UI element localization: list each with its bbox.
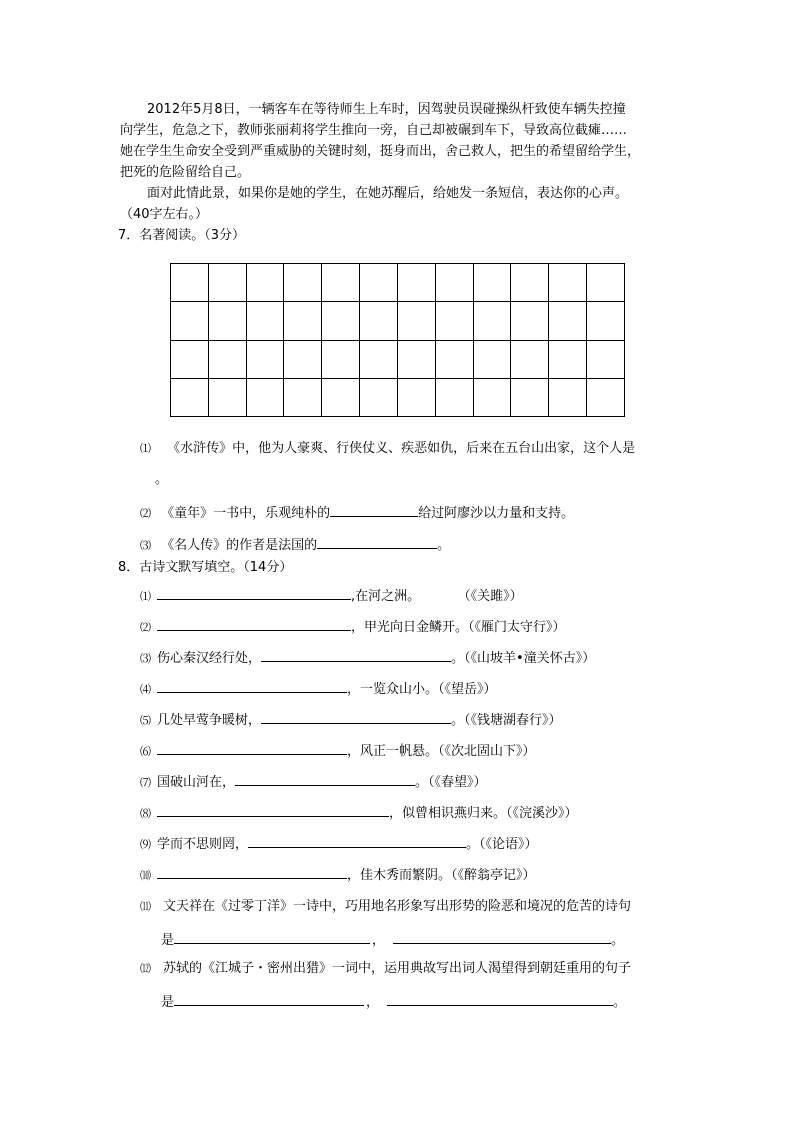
grid-cell[interactable] xyxy=(284,341,322,379)
grid-cell[interactable] xyxy=(474,264,512,302)
grid-cell[interactable] xyxy=(360,264,398,302)
q8-item-9 xyxy=(140,834,538,853)
grid-cell[interactable] xyxy=(587,264,625,302)
item-number: ⑴ xyxy=(140,590,151,603)
q8-title: 8．古诗文默写填空。（14分） xyxy=(118,560,293,575)
item-number: ⑺ xyxy=(140,776,151,789)
grid-cell[interactable] xyxy=(436,341,474,379)
item-number: ⑶ xyxy=(140,539,151,552)
grid-cell[interactable] xyxy=(209,379,247,417)
item-source: （《次北固山下》） xyxy=(438,744,536,759)
grid-cell[interactable] xyxy=(322,341,360,379)
item-text: 。 xyxy=(415,775,429,790)
item-source: （《关雎》） xyxy=(464,589,523,604)
q8-item-11 xyxy=(140,899,631,915)
item-source: （《雁门太守行》） xyxy=(468,620,566,635)
grid-cell[interactable] xyxy=(322,302,360,340)
answer-blank[interactable] xyxy=(157,586,351,600)
item-number: ⑹ xyxy=(140,745,151,758)
item-text: ,在河之洲。 xyxy=(351,589,421,604)
item-number: ⑵ xyxy=(140,507,151,520)
item-text: ， xyxy=(372,933,386,948)
word-limit: （40字左右。） xyxy=(120,207,209,222)
passage-line: 把死的危险留给自己。 xyxy=(120,165,251,180)
grid-cell[interactable] xyxy=(171,379,209,417)
grid-cell[interactable] xyxy=(436,302,474,340)
item-number: ⑽ xyxy=(140,869,151,882)
answer-blank[interactable] xyxy=(157,679,347,693)
grid-cell[interactable] xyxy=(209,264,247,302)
grid-cell[interactable] xyxy=(587,341,625,379)
q7-title: 7．名著阅读。（3分） xyxy=(118,228,246,243)
item-source: （《望岳》） xyxy=(438,682,497,697)
item-source: （《醉翁亭记》） xyxy=(451,868,536,883)
grid-cell[interactable] xyxy=(247,341,285,379)
item-source: （《春望》） xyxy=(428,775,487,790)
item-text: 文天祥在《过零丁洋》一诗中，巧用地名形象写出形势的险恶和境况的危苦的诗句 xyxy=(163,899,632,914)
passage-line: 2012年5月8日，一辆客车在等待师生上车时，因驾驶员误碰操纵杆致使车辆失控撞 xyxy=(147,102,626,117)
answer-blank[interactable] xyxy=(157,803,389,817)
grid-cell[interactable] xyxy=(511,302,549,340)
grid-cell[interactable] xyxy=(360,379,398,417)
item-source: （《山坡羊•潼关怀古》） xyxy=(464,651,596,666)
grid-cell[interactable] xyxy=(436,379,474,417)
item-text: ，一览众山小。 xyxy=(347,682,439,697)
grid-cell[interactable] xyxy=(398,302,436,340)
q8-item-12 xyxy=(140,961,631,977)
item-text: 是 xyxy=(161,995,175,1010)
item-text: 是 xyxy=(161,933,175,948)
grid-cell[interactable] xyxy=(171,341,209,379)
grid-cell[interactable] xyxy=(511,341,549,379)
grid-cell[interactable] xyxy=(511,379,549,417)
q7-item-1-answer[interactable] xyxy=(155,472,168,488)
grid-cell[interactable] xyxy=(209,302,247,340)
item-text: ，似曾相识燕归来。 xyxy=(389,806,507,821)
grid-cell[interactable] xyxy=(474,379,512,417)
item-text: 《童年》一书中，乐观纯朴的 xyxy=(161,506,331,521)
item-number: ⑿ xyxy=(140,962,151,975)
item-text: 《水浒传》中，他为人豪爽、行侠仗义、疾恶如仇，后来在五台山出家，这个人是 xyxy=(167,441,636,456)
item-text: ， xyxy=(366,995,380,1010)
grid-cell[interactable] xyxy=(360,302,398,340)
q8-item-2 xyxy=(140,617,566,636)
grid-cell[interactable] xyxy=(360,341,398,379)
q8-item-4 xyxy=(140,679,497,698)
grid-cell[interactable] xyxy=(549,341,587,379)
item-number: ⑷ xyxy=(140,683,151,696)
grid-cell[interactable] xyxy=(436,264,474,302)
passage-line: 她在学生生命安全受到严重威胁的关键时刻，挺身而出，舍己救人，把生的希望留给学生， xyxy=(120,144,641,159)
item-text: ，甲光向日金鳞开。 xyxy=(351,620,469,635)
grid-cell[interactable] xyxy=(549,264,587,302)
q8-item-3 xyxy=(140,648,595,667)
answer-blank[interactable] xyxy=(157,741,347,755)
item-number: ⑵ xyxy=(140,621,151,634)
answer-blank[interactable] xyxy=(157,865,347,879)
grid-cell[interactable] xyxy=(511,264,549,302)
item-number: ⑾ xyxy=(140,900,151,913)
grid-cell[interactable] xyxy=(587,302,625,340)
grid-cell[interactable] xyxy=(209,341,247,379)
answer-blank[interactable] xyxy=(174,930,370,944)
grid-cell[interactable] xyxy=(247,379,285,417)
item-text: ，佳木秀而繁阴。 xyxy=(347,868,452,883)
item-text: 。 xyxy=(611,933,625,948)
item-source: （《论语》） xyxy=(479,837,538,852)
item-text: 。 xyxy=(437,538,451,553)
q7-item-1 xyxy=(140,441,635,457)
grid-cell[interactable] xyxy=(284,379,322,417)
grid-cell[interactable] xyxy=(549,302,587,340)
grid-cell[interactable] xyxy=(284,264,322,302)
answer-grid[interactable] xyxy=(170,263,625,417)
answer-blank[interactable] xyxy=(261,648,451,662)
grid-cell[interactable] xyxy=(322,379,360,417)
grid-cell[interactable] xyxy=(398,264,436,302)
item-number: ⑴ xyxy=(140,442,151,455)
item-source: （《浣溪沙》） xyxy=(506,806,578,821)
item-text: 苏轼的《江城子・密州出猎》一词中，运用典故写出词人渴望得到朝廷重用的句子 xyxy=(163,961,632,976)
item-number: ⑸ xyxy=(140,714,151,727)
grid-cell[interactable] xyxy=(398,341,436,379)
answer-blank[interactable] xyxy=(387,992,613,1006)
q8-item-10 xyxy=(140,865,536,884)
item-text: 。 xyxy=(451,713,465,728)
item-text: 。 xyxy=(613,995,627,1010)
answer-blank[interactable] xyxy=(330,503,418,517)
item-source: （《钱塘湖春行》） xyxy=(464,713,562,728)
q8-item-12-answers xyxy=(161,992,626,1011)
item-number: ⑻ xyxy=(140,807,151,820)
answer-blank[interactable] xyxy=(248,834,466,848)
grid-cell[interactable] xyxy=(171,302,209,340)
item-number: ⑶ xyxy=(140,652,151,665)
grid-cell[interactable] xyxy=(474,302,512,340)
answer-blank[interactable] xyxy=(393,930,611,944)
grid-cell[interactable] xyxy=(247,302,285,340)
writing-prompt: 面对此情此景，如果你是她的学生，在她苏醒后，给她发一条短信，表达你的心声。 xyxy=(147,186,629,201)
item-text: 国破山河在， xyxy=(157,775,236,790)
passage xyxy=(120,99,680,225)
item-number: ⑼ xyxy=(140,838,151,851)
q8-item-1 xyxy=(140,586,523,605)
answer-blank[interactable] xyxy=(174,992,364,1006)
answer-blank[interactable] xyxy=(317,535,437,549)
answer-blank[interactable] xyxy=(261,710,451,724)
grid-cell[interactable] xyxy=(247,264,285,302)
grid-cell[interactable] xyxy=(284,302,322,340)
item-text: 学而不思则罔， xyxy=(157,837,249,852)
grid-cell[interactable] xyxy=(474,341,512,379)
q8-item-11-answers xyxy=(161,930,624,949)
item-text: ，风正一帆悬。 xyxy=(347,744,439,759)
q8-item-7 xyxy=(140,772,487,791)
answer-blank[interactable] xyxy=(235,772,415,786)
grid-cell[interactable] xyxy=(171,264,209,302)
item-text: 。 xyxy=(466,837,480,852)
item-text: 几处早莺争暖树， xyxy=(157,713,262,728)
grid-cell[interactable] xyxy=(549,379,587,417)
q8-item-6 xyxy=(140,741,536,760)
q8-item-5 xyxy=(140,710,562,729)
item-text: 。 xyxy=(451,651,465,666)
q7-item-2 xyxy=(140,503,574,522)
item-text: 伤心秦汉经行处， xyxy=(157,651,262,666)
passage-line: 向学生，危急之下，教师张丽莉将学生推向一旁，自己却被碾到车下，导致高位截瘫…… xyxy=(120,123,628,138)
q7-item-3 xyxy=(140,535,450,554)
answer-blank[interactable] xyxy=(157,617,351,631)
grid-cell[interactable] xyxy=(322,264,360,302)
grid-cell[interactable] xyxy=(587,379,625,417)
item-text: 给过阿廖沙以力量和支持。 xyxy=(418,506,575,521)
grid-cell[interactable] xyxy=(398,379,436,417)
q8-item-8 xyxy=(140,803,578,822)
item-text: 《名人传》的作者是法国的 xyxy=(161,538,318,553)
item-tail: 。 xyxy=(155,472,169,487)
